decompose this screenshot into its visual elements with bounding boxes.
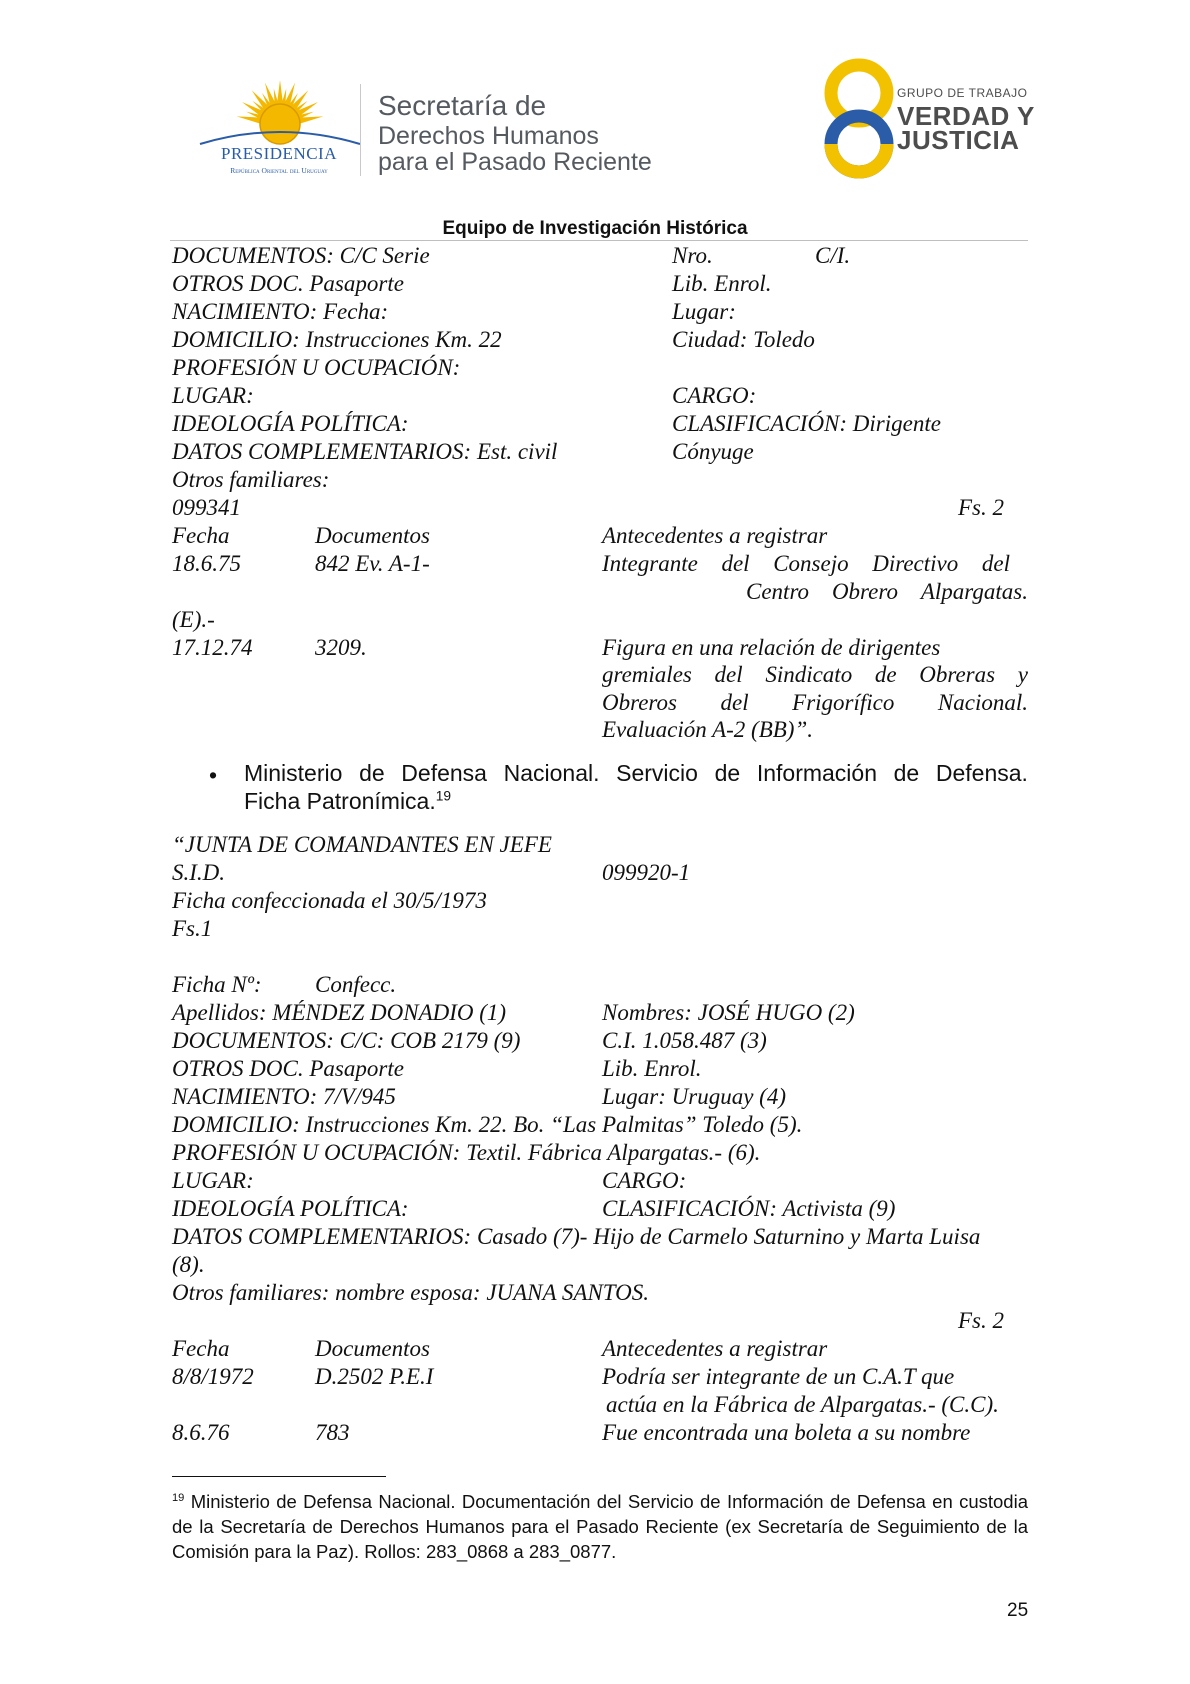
record1-ci: C/I.	[815, 243, 851, 268]
record1-nacimiento: NACIMIENTO: Fecha:	[172, 299, 389, 324]
footnote-rule	[172, 1476, 386, 1477]
word: de	[359, 760, 385, 786]
justicia-label: JUSTICIA	[897, 125, 1020, 155]
sun-emblem-icon	[192, 78, 362, 148]
footnote-ref-link[interactable]: 19	[435, 788, 452, 804]
record2-ideologia: IDEOLOGÍA POLÍTICA:	[172, 1196, 409, 1221]
record2-folio-2: Fs. 2	[958, 1308, 1004, 1333]
record1-col-fecha: Fecha	[172, 523, 230, 548]
record2-datos-complementarios: DATOS COMPLEMENTARIOS: Casado (7)- Hijo de Carmelo Saturnino y Marta Luisa	[172, 1224, 981, 1249]
word: gremiales	[602, 662, 692, 687]
record1-datos-complementarios: DATOS COMPLEMENTARIOS: Est. civil	[172, 439, 558, 464]
record1-entry1-line1	[602, 551, 1010, 577]
secretaria-line-2: Derechos Humanos	[378, 122, 599, 150]
bullet-line-1	[244, 760, 1028, 787]
word: de	[893, 760, 920, 786]
record1-entry2-fecha: 17.12.74	[172, 635, 253, 660]
record2-number: 099920-1	[602, 860, 691, 885]
record1-entry1-line2	[746, 579, 1028, 605]
record1-otros-doc: OTROS DOC. Pasaporte	[172, 271, 404, 296]
record2-nacimiento: NACIMIENTO: 7/V/945	[172, 1084, 396, 1109]
word: Alpargatas.	[920, 579, 1028, 604]
record2-entry1-fecha: 8/8/1972	[172, 1364, 254, 1389]
word: Sindicato	[765, 662, 853, 687]
word: Centro	[746, 579, 810, 604]
record1-entry1-doc: 842 Ev. A-1-	[315, 551, 430, 576]
presidencia-logo-subtext: República Oriental del Uruguay	[230, 166, 328, 175]
record1-entry2-line3	[602, 690, 1028, 716]
word: del	[720, 690, 749, 715]
footnote-number: 19	[172, 1492, 185, 1504]
record2-lugar-trabajo: LUGAR:	[172, 1168, 254, 1193]
word: Defensa.	[935, 760, 1028, 786]
word: Obreros	[602, 690, 677, 715]
record1-lib-enrol: Lib. Enrol.	[672, 271, 772, 296]
record2-entry2-doc: 783	[315, 1420, 350, 1445]
record2-apellidos: Apellidos: MÉNDEZ DONADIO (1)	[172, 1000, 507, 1025]
record1-lugar-trabajo: LUGAR:	[172, 383, 254, 408]
word: Servicio	[616, 760, 698, 786]
record1-cargo: CARGO:	[672, 383, 757, 408]
word: Nacional.	[503, 760, 600, 786]
record1-col-documentos: Documentos	[315, 523, 430, 548]
record2-nombres: Nombres: JOSÉ HUGO (2)	[602, 1000, 855, 1025]
record2-col-fecha: Fecha	[172, 1336, 230, 1361]
record2-entry2-fecha: 8.6.76	[172, 1420, 230, 1445]
record2-documentos: DOCUMENTOS: C/C: COB 2179 (9)	[172, 1028, 521, 1053]
secretaria-line-1: Secretaría de	[378, 90, 547, 121]
record1-nro: Nro.	[672, 243, 713, 268]
record1-clasificacion: CLASIFICACIÓN: Dirigente	[672, 411, 941, 436]
verdad-justicia-logo-icon	[822, 56, 896, 180]
record2-cargo: CARGO:	[602, 1168, 687, 1193]
record1-conyuge: Cónyuge	[672, 439, 754, 464]
record2-col-antecedentes: Antecedentes a registrar	[602, 1336, 828, 1361]
footnote	[172, 1486, 1028, 1564]
record1-entry1-line3: (E).-	[172, 607, 215, 632]
word: Frigorífico	[792, 690, 895, 715]
record2-entry1-line2: actúa en la Fábrica de Alpargatas.- (C.C).	[606, 1392, 999, 1417]
record1-lugar: Lugar:	[672, 299, 736, 324]
record2-datos-complementarios-cont: (8).	[172, 1252, 205, 1277]
record1-documentos: DOCUMENTOS: C/C Serie	[172, 243, 430, 268]
word: de	[714, 760, 741, 786]
word: Nacional.	[937, 690, 1028, 715]
bullet-line-2-text: Ficha Patronímica.	[244, 788, 436, 814]
record1-entry2-doc: 3209.	[315, 635, 367, 660]
presidencia-logo	[192, 78, 362, 178]
record1-col-antecedentes: Antecedentes a registrar	[602, 523, 828, 548]
record2-ficha-date: Ficha confeccionada el 30/5/1973	[172, 888, 487, 913]
record1-domicilio: DOMICILIO: Instrucciones Km. 22	[172, 327, 502, 352]
word: Defensa	[401, 760, 487, 786]
verdad-y-label: VERDAD Y	[897, 101, 1035, 131]
record2-confecc: Confecc.	[315, 972, 397, 997]
record2-clasificacion: CLASIFICACIÓN: Activista (9)	[602, 1196, 896, 1221]
record2-col-documentos: Documentos	[315, 1336, 430, 1361]
record2-ficha-no: Ficha Nº:	[172, 972, 262, 997]
record2-entry2-line1: Fue encontrada una boleta a su nombre	[602, 1420, 971, 1445]
record1-entry2-line2	[602, 662, 1028, 688]
record1-otros-familiares: Otros familiares:	[172, 467, 330, 492]
page-number: 25	[1007, 1600, 1029, 1621]
presidencia-logo-text: PRESIDENCIA	[220, 144, 337, 163]
record2-domicilio: DOMICILIO: Instrucciones Km. 22. Bo. “Las Palmitas” Toledo (5).	[172, 1112, 803, 1137]
record1-entry1-fecha: 18.6.75	[172, 551, 241, 576]
word: Obreras	[919, 662, 996, 687]
record1-number: 099341	[172, 495, 241, 520]
word: Integrante	[602, 551, 698, 576]
bullet-line-2	[244, 788, 451, 815]
record2-ci: C.I. 1.058.487 (3)	[602, 1028, 767, 1053]
record2-sid: S.I.D.	[172, 860, 226, 885]
record1-entry2-line1: Figura en una relación de dirigentes	[602, 635, 941, 660]
footnote-text: Ministerio de Defensa Nacional. Documentación del Servicio de Información de Defensa en custodia de la Secretaría de Derechos Humanos para el Pasado Reciente (ex Secretaría de Seguimiento de la Comisión para la Paz). Rollos: 283_0868 a 283_0877.	[172, 1491, 1028, 1563]
record1-folio: Fs. 2	[958, 495, 1004, 520]
word: Información	[756, 760, 877, 786]
record2-profesion: PROFESIÓN U OCUPACIÓN: Textil. Fábrica Alpargatas.- (6).	[172, 1140, 761, 1165]
bullet-dot-icon: •	[209, 762, 218, 788]
record1-ciudad: Ciudad: Toledo	[672, 327, 815, 352]
team-title: Equipo de Investigación Histórica	[442, 218, 748, 239]
word: Obrero	[831, 579, 898, 604]
word: del	[981, 551, 1010, 576]
record2-entry1-doc: D.2502 P.E.I	[315, 1364, 434, 1389]
record1-entry2-line4: Evaluación A-2 (BB)”.	[602, 717, 813, 742]
word: Directivo	[872, 551, 959, 576]
record2-header: “JUNTA DE COMANDANTES EN JEFE	[172, 832, 552, 857]
word: Ministerio	[244, 760, 343, 786]
grupo-trabajo-label: GRUPO DE TRABAJO	[897, 86, 1028, 100]
record1-ideologia: IDEOLOGÍA POLÍTICA:	[172, 411, 409, 436]
record2-lugar: Lugar: Uruguay (4)	[602, 1084, 786, 1109]
record2-entry1-line1: Podría ser integrante de un C.A.T que	[602, 1364, 955, 1389]
word: del	[714, 662, 743, 687]
word: Consejo	[773, 551, 849, 576]
secretaria-line-3: para el Pasado Reciente	[378, 148, 652, 176]
record1-profesion: PROFESIÓN U OCUPACIÓN:	[172, 355, 461, 380]
record2-otros-familiares: Otros familiares: nombre esposa: JUANA SANTOS.	[172, 1280, 650, 1305]
record2-lib-enrol: Lib. Enrol.	[602, 1056, 702, 1081]
record2-folio-1: Fs.1	[172, 916, 213, 941]
word: y	[1017, 662, 1028, 687]
word: de	[874, 662, 897, 687]
header-rule	[170, 240, 1028, 241]
word: del	[721, 551, 750, 576]
record2-otros-doc: OTROS DOC. Pasaporte	[172, 1056, 404, 1081]
logo-divider	[360, 84, 361, 176]
